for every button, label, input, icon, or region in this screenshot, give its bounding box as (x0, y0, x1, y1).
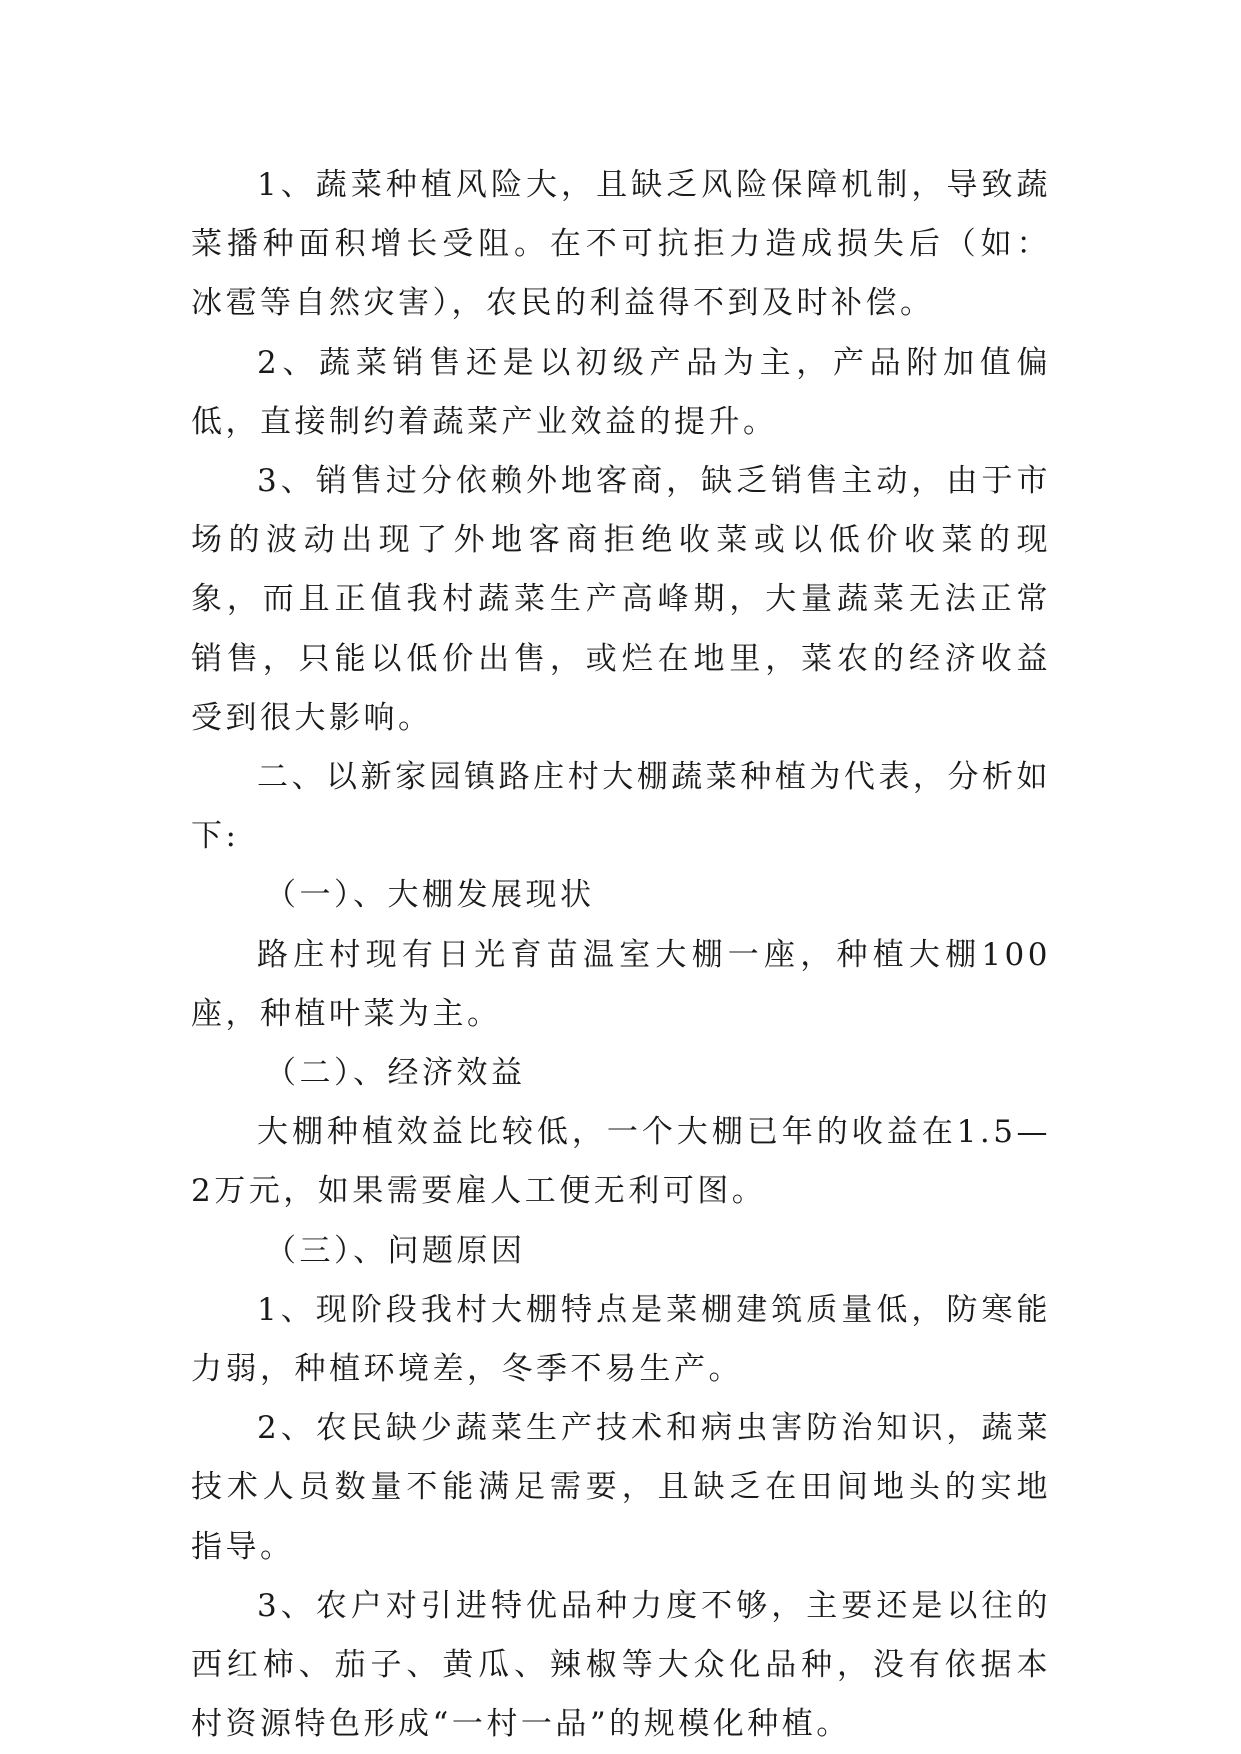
subheading-economic-benefit: （二）、经济效益 (265, 1055, 526, 1092)
paragraph-cause-varieties: 3、农户对引进特优品种力度不够，主要还是以往的西红柿、茄子、黄瓜、辣椒等大众化品种，没有依据本村资源特色形成“一村一品”的规模化种植。 (191, 1587, 1051, 1743)
paragraph-economic-benefit: 大棚种植效益比较低，一个大棚已年的收益在1.5—2万元，如果需要雇人工便无利可图。 (191, 1114, 1051, 1210)
paragraph-risk: 1、蔬菜种植风险大，且缺乏风险保障机制，导致蔬菜播种面积增长受阻。在不可抗拒力造成损失后（如：冰雹等自然灾害），农民的利益得不到及时补偿。 (191, 167, 1051, 322)
paragraph-cause-technology: 2、农民缺少蔬菜生产技术和病虫害防治知识，蔬菜技术人员数量不能满足需要，且缺乏在田间地头的实地指导。 (191, 1410, 1051, 1565)
paragraph-status: 路庄村现有日光育苗温室大棚一座，种植大棚100座，种植叶菜为主。 (191, 936, 1051, 1032)
document-body (191, 156, 1051, 1754)
paragraph-sales-dependence: 3、销售过分依赖外地客商，缺乏销售主动，由于市场的波动出现了外地客商拒绝收菜或以低价收菜的现象，而且正值我村蔬菜生产高峰期，大量蔬菜无法正常销售，只能以低价出售，或烂在地里，菜农的经济收益受到很大影响。 (191, 463, 1051, 736)
paragraph-cause-quality: 1、现阶段我村大棚特点是菜棚建筑质量低，防寒能力弱，种植环境差，冬季不易生产。 (191, 1291, 1051, 1388)
subheading-status: （一）、大棚发展现状 (265, 877, 595, 914)
section-heading-analysis: 二、以新家园镇路庄村大棚蔬菜种植为代表，分析如下: (191, 759, 1051, 855)
paragraph-sales-primary: 2、蔬菜销售还是以初级产品为主，产品附加值偏低，直接制约着蔬菜产业效益的提升。 (191, 344, 1051, 440)
subheading-problem-causes: （三）、问题原因 (265, 1232, 526, 1269)
